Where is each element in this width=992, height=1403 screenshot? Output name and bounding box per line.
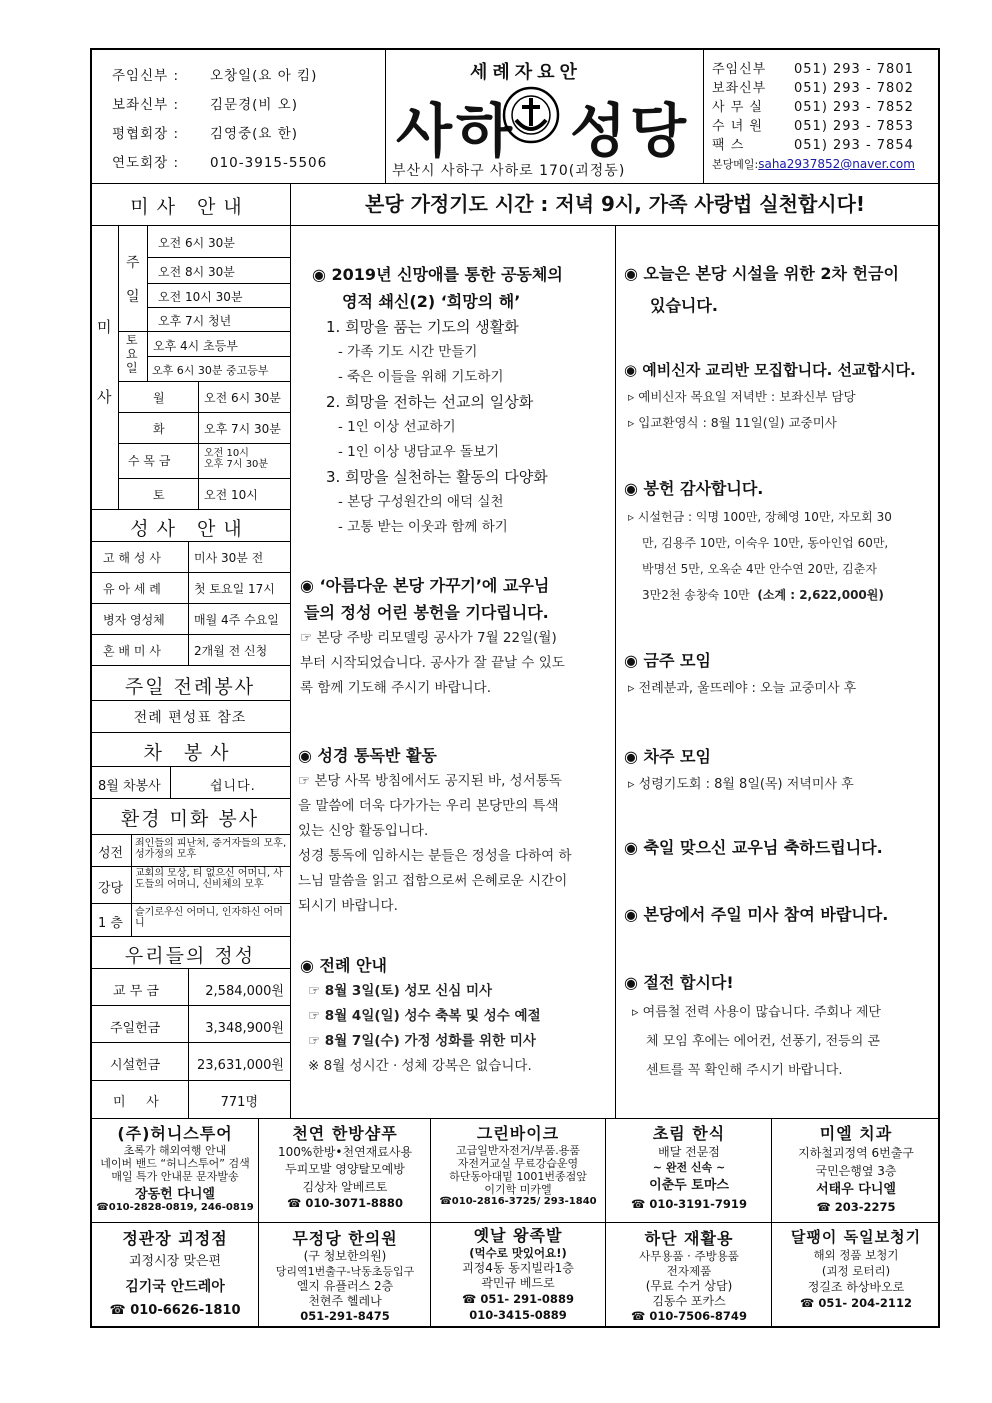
list-item: 1. 희망을 품는 기도의 생활화 <box>326 318 519 336</box>
ad-desc: 사무용품 · 주방용품 <box>639 1249 739 1263</box>
sunday-label: 일 <box>126 289 140 305</box>
ad-desc: (구 청보한의원) <box>303 1249 387 1263</box>
offering-value: 2,584,000원 <box>205 984 284 999</box>
sacrament-title: 성사 안내 <box>130 518 250 540</box>
paragraph-line: 느님 말씀을 읽고 접함으로써 은혜로운 시간이 <box>298 873 568 889</box>
ad-desc: 초록가 해외여행 안내 <box>123 1144 227 1157</box>
ad-desc: 두피모발 영양탈모예방 <box>285 1162 405 1176</box>
env-key: 강당 <box>98 881 124 896</box>
paragraph-line: 성경 통독에 임하시는 분들은 정성을 다하여 하 <box>298 848 572 864</box>
paragraph-line: 부터 시작되었습니다. 공사가 잘 끝날 수 있도 <box>300 655 565 671</box>
env-value: 교회의 모상, 티 없으신 어머니, 사도들의 어머니, 신비체의 모후 <box>135 868 283 890</box>
section-title: ◉ 성경 통독반 활동 <box>298 746 437 765</box>
banner: 본당 가정기도 시간 : 저녁 9시, 가족 사랑법 실천합시다! <box>364 192 866 216</box>
ad-name: 이춘두 토마스 <box>649 1178 729 1193</box>
weekday-label: 월 <box>153 391 165 405</box>
offering-key: 교 무 금 <box>113 984 159 999</box>
env-title: 환경 미화 봉사 <box>120 808 260 830</box>
divider <box>170 766 171 798</box>
divider <box>147 257 290 258</box>
paragraph-line: 되시기 바랍니다. <box>298 898 398 914</box>
offering-key: 미 사 <box>113 1095 159 1110</box>
divider <box>147 307 290 308</box>
parish-address: 부산시 사하구 사하로 170(괴정동) <box>392 163 626 179</box>
list-item: ※ 8월 성시간 · 성체 강복은 없습니다. <box>308 1058 532 1074</box>
divider <box>90 834 290 835</box>
divider <box>147 225 148 381</box>
sacrament-value: 미사 30분 전 <box>194 551 264 565</box>
paragraph-line: ☞ 본당 사목 방침에서도 공지된 바, 성서통독 <box>298 773 562 789</box>
divider <box>118 443 290 444</box>
divider <box>90 1005 290 1006</box>
divider <box>131 834 132 936</box>
ad-desc: ~ 완전 신속 ~ <box>652 1161 726 1174</box>
contact-row: 사 무 실 051) 293 - 7852 <box>712 100 914 115</box>
col1-section-liturgy <box>300 952 612 1079</box>
sacrament-key: 유 아 세 례 <box>103 582 161 596</box>
ad-title: 옛날 왕족발 <box>473 1226 563 1245</box>
divider <box>118 478 290 479</box>
email-row: 본당메일:saha2937852@naver.com <box>712 157 915 171</box>
paragraph-line: ▹ 시설헌금 : 익명 100만, 장혜영 10만, 자모회 30 <box>628 510 892 524</box>
col2-section-collection <box>624 258 936 322</box>
weekday-label: 화 <box>153 422 165 436</box>
clergy-row: 평협회장 : 김영중(요 한) <box>112 126 299 142</box>
ad-title: 달팽이 독일보청기 <box>790 1228 922 1246</box>
car-title: 차 봉사 <box>143 742 237 764</box>
list-item: ▹ 성령기도회 : 8월 8일(목) 저녁미사 후 <box>628 777 854 792</box>
divider <box>90 572 290 573</box>
ad-desc: (무료 수거 상담) <box>645 1279 733 1293</box>
weekday-time: 오전 10시 <box>204 488 258 502</box>
ad-jokbal <box>432 1223 604 1323</box>
section-title: ◉ 전례 안내 <box>300 956 387 975</box>
section-title: ◉ 축일 맞으신 교우님 축하드립니다. <box>624 838 883 857</box>
liturgy-title: 주일 전례봉사 <box>124 676 256 698</box>
ad-title: 초림 한식 <box>652 1124 726 1143</box>
weekday-label: 수 목 금 <box>128 454 171 468</box>
divider <box>615 225 616 1118</box>
section-title: 영적 쇄신(2) ‘희망의 해’ <box>342 292 521 311</box>
list-item: - 죽은 이들을 위해 기도하기 <box>338 369 504 385</box>
divider <box>90 903 290 904</box>
col2-section-feast <box>624 833 938 863</box>
email-link[interactable]: saha2937852@naver.com <box>758 157 915 171</box>
ad-phone: ☎ 010-3071-8880 <box>287 1196 403 1210</box>
divider <box>703 49 704 183</box>
ad-desc: 당리역1번출구-낙동초등입구 <box>275 1265 415 1278</box>
ad-phone: ☎ 010-7506-8749 <box>631 1309 747 1323</box>
divider <box>605 1118 606 1328</box>
col2-section-sunday-mass <box>624 900 938 930</box>
ad-title: 그린바이크 <box>476 1124 560 1143</box>
env-key: 성전 <box>98 846 124 861</box>
divider <box>90 225 290 226</box>
ad-miel-dental <box>773 1121 939 1214</box>
ad-desc: 국민은행옆 3층 <box>815 1164 897 1178</box>
divider <box>118 331 290 332</box>
offering-title: 우리들의 정성 <box>124 945 256 967</box>
section-title: ◉ 차주 모임 <box>624 747 711 766</box>
paragraph-line: 만, 김용주 10만, 이숙우 10만, 동아인업 60만, <box>642 536 889 550</box>
ad-title: 무정당 한의원 <box>292 1229 398 1248</box>
section-title: ◉ 본당에서 주일 미사 참여 바랍니다. <box>624 905 889 924</box>
divider <box>90 603 290 604</box>
ad-desc: (괴정 로터리) <box>821 1264 891 1278</box>
parish-subtitle: 세례자요안 <box>470 62 582 83</box>
divider <box>385 49 386 183</box>
ad-mujeongdang-clinic <box>260 1226 430 1323</box>
section-title: 있습니다. <box>650 296 718 315</box>
weekday-time: 오후 7시 30분 <box>204 422 281 436</box>
car-value: 쉽니다. <box>210 779 256 794</box>
col1-section-bible <box>298 742 614 919</box>
divider <box>118 225 119 509</box>
ad-chorim-hansik <box>607 1121 771 1211</box>
sacrament-key: 혼 배 미 사 <box>103 644 161 658</box>
sacrament-value: 첫 토요일 17시 <box>194 582 275 596</box>
mass-time: 오후 7시 청년 <box>158 314 232 328</box>
divider <box>90 1118 940 1119</box>
mass-time: 오전 6시 30분 <box>158 236 235 250</box>
ad-phone: ☎ 203-2275 <box>816 1200 896 1214</box>
ad-desc: 곽민규 베드로 <box>481 1276 555 1290</box>
ad-desc: 하단동아대밑 1001번종점앞 <box>449 1170 587 1183</box>
ad-title: (주)허니스투어 <box>117 1124 233 1143</box>
list-item: ▹ 전례분과, 울뜨레야 : 오늘 교중미사 후 <box>628 681 857 696</box>
divider <box>90 1080 290 1081</box>
mass-time: 오전 10시 30분 <box>158 290 243 304</box>
clergy-list <box>112 62 327 178</box>
ad-herbal-shampoo <box>260 1121 430 1210</box>
ad-hearing-aid <box>773 1226 939 1310</box>
mass-side-label: 미 <box>97 318 112 336</box>
ad-title: 하단 재활용 <box>644 1229 734 1248</box>
ad-title: 천연 한방샴푸 <box>292 1124 398 1143</box>
divider <box>258 1118 259 1328</box>
list-item: ▹ 입교환영식 : 8월 11일(일) 교중미사 <box>628 415 837 430</box>
list-item: ☞ 8월 3일(토) 성모 신심 미사 <box>308 983 493 999</box>
sacrament-key: 고 해 성 사 <box>103 551 161 565</box>
divider <box>90 509 290 510</box>
sacrament-value: 매월 4주 수요일 <box>194 613 279 627</box>
env-key: 1 층 <box>98 916 123 931</box>
ad-name: 장동헌 다니엘 <box>135 1187 215 1202</box>
weekday-time: 오전 6시 30분 <box>204 391 281 405</box>
offering-value: 771명 <box>220 1095 258 1110</box>
ad-phone: ☎ 051- 204-2112 <box>800 1296 912 1310</box>
paragraph-line: 록 함께 기도해 주시기 바랍니다. <box>300 680 491 696</box>
paragraph-line: ▹ 여름철 전력 사용이 많습니다. 주회나 제단 <box>632 1005 881 1020</box>
ad-desc: 100%한방•천연재료사용 <box>277 1145 413 1159</box>
offering-value: 3,348,900원 <box>205 1021 284 1036</box>
ad-phone: ☎ 051- 291-0889 010-3415-0889 <box>462 1292 574 1322</box>
divider <box>147 283 290 284</box>
offering-key: 주일헌금 <box>110 1021 161 1036</box>
section-title: ◉ 2019년 신망애를 통한 공동체의 <box>312 265 563 284</box>
ad-name: 김상차 알베르토 <box>302 1180 388 1194</box>
paragraph-line: ☞ 본당 주방 리모델링 공사가 7월 22일(월) <box>300 630 557 646</box>
mass-side-label: 사 <box>97 388 112 406</box>
ad-desc: 괴정시장 맞은편 <box>128 1254 222 1269</box>
ad-phone: ☎ 010-3191-7919 <box>631 1197 747 1211</box>
list-item: ☞ 8월 7일(수) 가정 성화를 위한 미사 <box>308 1033 536 1049</box>
ad-green-bike <box>432 1121 604 1207</box>
divider <box>147 356 290 357</box>
offering-key: 시설헌금 <box>110 1058 161 1073</box>
divider <box>90 634 290 635</box>
list-item: - 가족 기도 시간 만들기 <box>338 344 478 360</box>
section-title: ◉ 절전 합시다! <box>624 973 734 992</box>
list-item: ▹ 예비신자 목요일 저녁반 : 보좌신부 담당 <box>628 389 856 404</box>
divider <box>90 968 290 969</box>
mass-time: 오전 8시 30분 <box>158 265 235 279</box>
divider <box>90 700 290 701</box>
saturday-label-char: 요 <box>126 347 138 361</box>
col2-section-this-week <box>624 646 938 702</box>
weekday-time: 오전 10시 오후 7시 30분 <box>204 448 269 470</box>
list-item: - 1인 이상 냉담교우 돌보기 <box>338 444 500 460</box>
ad-desc: 매일 특가 안내문 문자발송 <box>111 1170 239 1183</box>
list-item: 3. 희망을 실천하는 활동의 다양화 <box>326 468 548 486</box>
list-item: - 1인 이상 선교하기 <box>338 419 456 435</box>
divider <box>90 798 290 799</box>
sunday-label: 주 <box>126 255 140 271</box>
list-item: ☞ 8월 4일(일) 성수 축복 및 성수 예절 <box>308 1008 541 1024</box>
contact-list <box>712 60 915 174</box>
clergy-row: 주임신부 : 오창일(요 아 킴) <box>112 68 318 84</box>
ad-title: 정관장 괴정점 <box>122 1229 228 1248</box>
divider <box>290 183 291 1118</box>
ad-title: 미엘 치과 <box>819 1124 893 1143</box>
ad-desc: 자전거교실 무료강습운영 <box>457 1157 579 1170</box>
ad-desc: 천현주 헬레나 <box>308 1294 382 1308</box>
col1-section-beautify <box>300 572 612 701</box>
ad-phone: 051-291-8475 <box>300 1309 390 1323</box>
sacrament-value: 2개월 전 신청 <box>194 644 268 658</box>
mass-time: 오후 6시 30분 중고등부 <box>152 364 269 377</box>
title-left: 사하 <box>396 97 517 165</box>
weekday-label: 토 <box>153 488 165 502</box>
env-value: 죄인들의 피난처, 증거자들의 모후, 성가정의 모후 <box>135 838 287 860</box>
col2-section-catechumen <box>624 357 938 436</box>
list-item: - 고통 받는 이웃과 함께 하기 <box>338 519 508 535</box>
divider <box>90 732 290 733</box>
col2-section-thanks <box>624 474 938 608</box>
divider <box>198 381 199 509</box>
env-value: 슬기로우신 어머니, 인자하신 어머니 <box>135 907 283 929</box>
liturgy-value: 전례 편성표 참조 <box>133 710 247 726</box>
paragraph-line: 센트를 꼭 확인해 주시기 바랍니다. <box>646 1063 843 1078</box>
ad-desc: 네이버 밴드 “허니스투어” 검색 <box>100 1157 250 1170</box>
section-title: ◉ 예비신자 교리반 모집합니다. 선교합시다. <box>624 361 916 379</box>
paragraph-line: 체 모임 후에는 에어컨, 선풍기, 전등의 콘 <box>646 1034 880 1049</box>
clergy-row: 연도회장 : 010-3915-5506 <box>112 155 328 171</box>
divider <box>90 936 290 937</box>
thanks-total: (소계 : 2,622,000원) <box>757 588 884 602</box>
ad-desc: 해외 정품 보청기 <box>813 1248 899 1262</box>
ad-desc: 고급일반자전거/부품.용품 <box>455 1144 581 1157</box>
ad-honeys-tour <box>92 1121 258 1213</box>
divider <box>118 381 290 382</box>
divider <box>118 412 290 413</box>
ad-desc: (먹수로 맛있어요!) <box>469 1246 567 1260</box>
ad-desc: 김동수 포카스 <box>652 1294 726 1308</box>
divider <box>90 183 940 184</box>
saturday-label-char: 일 <box>126 361 138 375</box>
contact-row: 수 녀 원 051) 293 - 7853 <box>712 119 914 134</box>
contact-row: 팩 스 051) 293 - 7854 <box>712 138 914 153</box>
offering-value: 23,631,000원 <box>197 1058 284 1073</box>
car-label: 8월 차봉사 <box>98 779 161 794</box>
divider <box>771 1118 772 1328</box>
list-item: 2. 희망을 전하는 선교의 일상화 <box>326 393 534 411</box>
paragraph-line: 3만2천 송창숙 10만 <box>642 588 750 602</box>
church-logo-icon <box>502 86 560 144</box>
list-item: - 본당 구성원간의 애덕 실천 <box>338 494 504 510</box>
ad-name: 서태우 다니엘 <box>816 1182 896 1197</box>
section-title: ◉ 오늘은 본당 시설을 위한 2차 헌금이 <box>624 264 899 283</box>
ad-name: 이기학 미카엘 <box>484 1183 552 1196</box>
mass-time: 오후 4시 초등부 <box>153 339 238 353</box>
divider <box>90 665 290 666</box>
ad-desc: 엘지 유플러스 2층 <box>296 1279 394 1293</box>
ad-phone: ☎010-2828-0819, 246-0819 <box>96 1202 254 1213</box>
divider <box>430 1118 431 1328</box>
ad-desc: 정길조 하상바오로 <box>807 1280 905 1294</box>
contact-row: 보좌신부 051) 293 - 7802 <box>712 81 914 96</box>
section-title: 들의 정성 어린 봉헌을 기다립니다. <box>304 603 549 622</box>
paragraph-line: 을 말씀에 더욱 다가가는 우리 본당만의 특색 <box>298 798 559 814</box>
contact-row: 주임신부 051) 293 - 7801 <box>712 62 914 77</box>
col2-section-energy <box>624 968 938 1085</box>
divider <box>90 1042 290 1043</box>
section-title: ◉ 봉헌 감사합니다. <box>624 479 764 498</box>
section-title: ◉ ‘아름다운 본당 가꾸기’에 교우님 <box>300 576 550 595</box>
ad-desc: 지하철괴정역 6번출구 <box>798 1146 914 1160</box>
sacrament-key: 병자 영성체 <box>103 613 165 627</box>
divider <box>90 766 290 767</box>
mass-title: 미사 안내 <box>130 196 250 218</box>
section-title: ◉ 금주 모임 <box>624 651 711 670</box>
ad-desc: 전자제품 <box>666 1264 712 1278</box>
ad-desc: 괴정4동 동지빌라1층 <box>462 1261 574 1275</box>
saturday-label <box>126 333 138 375</box>
divider <box>90 541 290 542</box>
paragraph-line: 박명선 5만, 오옥순 4만 안수연 20만, 김춘자 <box>642 562 877 576</box>
ad-jeonggwanjang <box>92 1226 258 1323</box>
divider <box>90 866 290 867</box>
ad-phone: ☎010-2816-3725/ 293-1840 <box>439 1196 597 1207</box>
saturday-label-char: 토 <box>126 333 138 347</box>
ad-name: 김기국 안드레아 <box>125 1279 225 1295</box>
clergy-row: 보좌신부 : 김문경(비 오) <box>112 97 299 113</box>
col1-section-hope <box>312 261 612 540</box>
col2-section-next-week <box>624 742 938 798</box>
title-right: 성당 <box>570 97 691 165</box>
ad-desc: 배달 전문점 <box>658 1145 720 1159</box>
paragraph-line: 있는 신앙 활동입니다. <box>298 823 429 839</box>
ad-phone: ☎ 010-6626-1810 <box>109 1303 241 1318</box>
ad-hadan-recycling <box>607 1226 771 1323</box>
